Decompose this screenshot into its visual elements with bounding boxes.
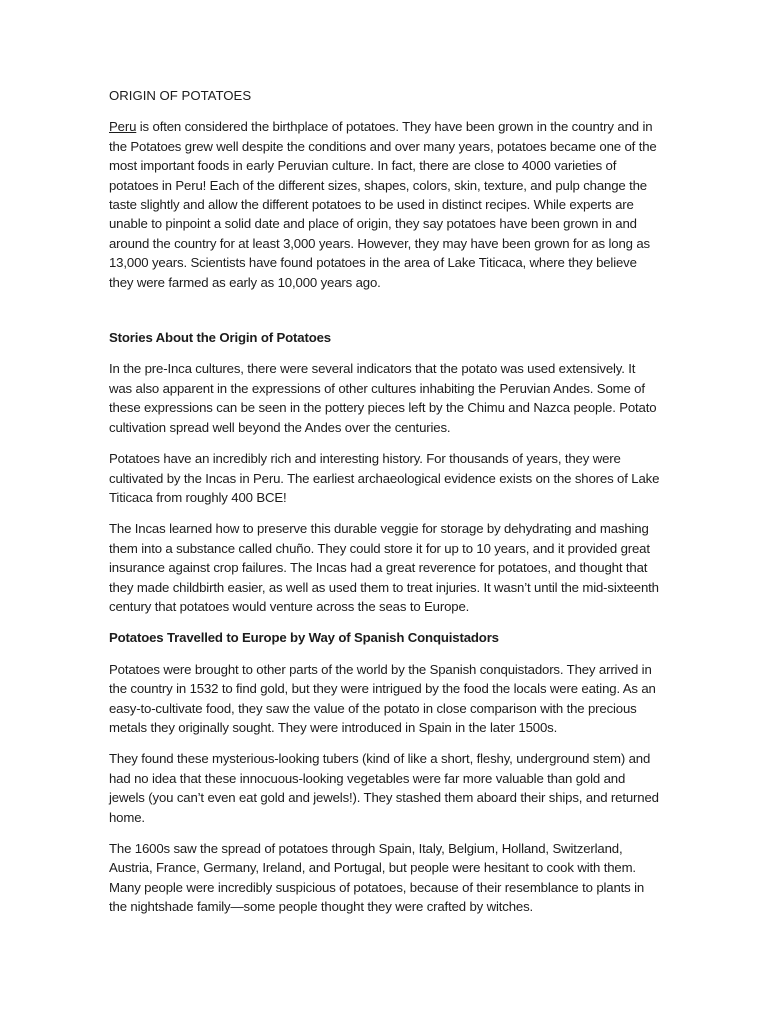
paragraph-conquistadors: Potatoes were brought to other parts of the world by the Spanish conquistadors. They arrived in the country in 1532 to find gold, but they were intrigued by the food the locals were eating. As an easy-to-cultivate food, they saw the value of the potato in close comparison with the precious metals they originally sought. They were introduced in Spain in the later 1500s. [109,661,656,735]
section-heading-europe: Potatoes Travelled to Europe by Way of Spanish Conquistadors [109,630,499,646]
intro-text: is often considered the birthplace of potatoes. They have been grown in the country and in the Potatoes grew well despite the conditions and over many years, potatoes became one of the most important foods in early Peruvian culture. In fact, there are close to 4000 varieties of potatoes in Peru! Each of the different sizes, shapes, colors, skin, texture, and pulp change the taste slightly and allow the different potatoes to be used in distinct recipes. While experts are unable to pinpoint a solid date and place of origin, they say potatoes have been grown in and around the country for at least 3,000 years. However, they may have been grown for as long as 13,000 years. Scientists have found potatoes in the area of Lake Titicaca, where they believe they were farmed as early as 10,000 years ago. [109,119,657,290]
paragraph-1600s: The 1600s saw the spread of potatoes through Spain, Italy, Belgium, Holland, Switzerland, Austria, France, Germany, Ireland, and Portugal, but people were hesitant to cook with them. Many people were incredibly suspicious of potatoes, because of their resemblance to plants in the nightshade family—some people thought they were crafted by witches. [109,841,645,915]
document-body [109,86,661,929]
peru-link[interactable]: Peru [109,119,137,135]
document-title: ORIGIN OF POTATOES [109,88,252,103]
section-heading-stories: Stories About the Origin of Potatoes [109,330,331,346]
paragraph-tubers: They found these mysterious-looking tubers (kind of like a short, fleshy, underground stem) and had no idea that these innocuous-looking vegetables were far more valuable than gold and jewels (you can’t even eat gold and jewels!). They stashed them aboard their ships, and returned home. [109,751,659,825]
paragraph-pre-inca: In the pre-Inca cultures, there were several indicators that the potato was used extensively. It was also apparent in the expressions of other cultures inhabiting the Peruvian Andes. Some of these expressions can be seen in the pottery pieces left by the Chimu and Nazca people. Potato cultivation spread well beyond the Andes over the centuries. [109,361,657,435]
paragraph-history: Potatoes have an incredibly rich and interesting history. For thousands of years, they were cultivated by the Incas in Peru. The earliest archaeological evidence exists on the shores of Lake Titicaca from roughly 400 BCE! [109,451,660,505]
paragraph-chuno: The Incas learned how to preserve this durable veggie for storage by dehydrating and mashing them into a substance called chuño. They could store it for up to 10 years, and it provided great insurance against crop failures. The Incas had a great reverence for potatoes, and thought that they made childbirth easier, as well as used them to treat injuries. It wasn’t until the mid-sixteenth century that potatoes would venture across the seas to Europe. [109,521,659,614]
intro-paragraph [109,117,661,292]
